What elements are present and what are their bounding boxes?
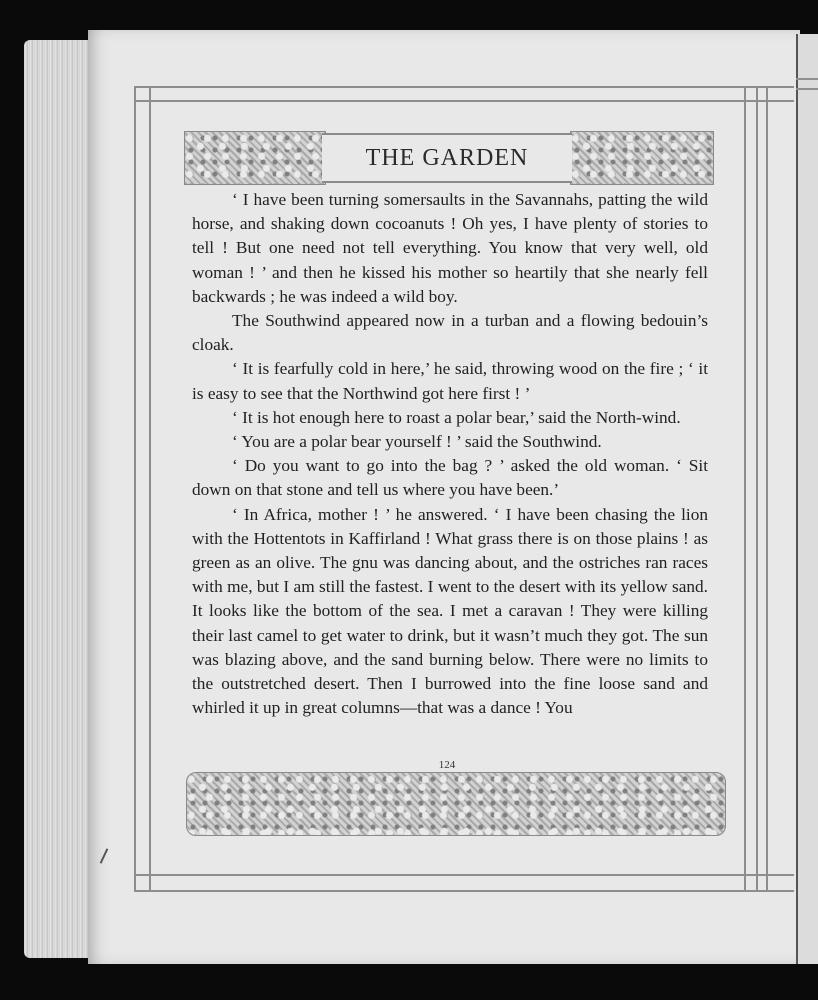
header-ornament-left: [184, 131, 326, 185]
frame-top-inner: [134, 100, 794, 102]
paragraph: ‘ In Africa, mother ! ’ he answered. ‘ I have been chasing the lion with the Hottentots in Kaffirland ! What grass there is on those plains ! as green as an olive. The gnu was dancing about, and the ostriches ran races with me, but I am still the fastest. I went to the desert with its yellow sand. It looks like the bottom of the sea. I met a caravan ! They were killing their last camel to get water to drink, but it wasn’t much they got. The sun was blazing above, and the sand burning below. There were no limits to the outstretched desert. Then I burrowed into the fine loose sand and whirled it up in great columns—that was a dance ! You: [192, 504, 708, 718]
footer-ornament: [186, 772, 726, 836]
body-text: [192, 188, 708, 720]
page-number: 124: [438, 759, 456, 771]
paragraph: ‘ I have been turning somersaults in the Savannahs, patting the wild horse, and shaking down cocoanuts ! Oh yes, I have plenty of stories to tell ! But one need not tell everything. You know that very well, old woman ! ’ and then he kissed his mother so heartily that she nearly fell backwards ; he was indeed a wild boy.: [192, 190, 708, 306]
chapter-title: THE GARDEN: [365, 144, 529, 171]
frame-bottom-inner: [134, 874, 794, 876]
paragraph: ‘ Do you want to go into the bag ? ’ asked the old woman. ‘ Sit down on that stone and tell us where you have been.’: [192, 456, 708, 500]
frame-bottom-outer: [134, 890, 794, 892]
frame-right-outer: [766, 86, 768, 892]
frame-right-inner: [744, 86, 746, 892]
frame-top-outer: [134, 86, 794, 88]
frame-left-inner: [149, 86, 151, 892]
paragraph: ‘ It is fearfully cold in here,’ he said, throwing wood on the fire ; ‘ it is easy to see that the Northwind got here first ! ’: [192, 359, 708, 403]
paragraph: The Southwind appeared now in a turban and a flowing bedouin’s cloak.: [192, 311, 708, 355]
frame-left-outer: [134, 86, 136, 892]
paragraph: ‘ It is hot enough here to roast a polar bear,’ said the North-wind.: [232, 407, 681, 427]
chapter-title-box: [322, 133, 572, 183]
facing-page-rule: [796, 88, 818, 90]
facing-page-edge: [796, 34, 818, 964]
frame-right-mid: [756, 86, 758, 892]
header-ornament-right: [570, 131, 714, 185]
facing-page-rule: [796, 78, 818, 80]
paragraph: ‘ You are a polar bear yourself ! ’ said the Southwind.: [232, 432, 602, 452]
chapter-header: [184, 131, 712, 183]
